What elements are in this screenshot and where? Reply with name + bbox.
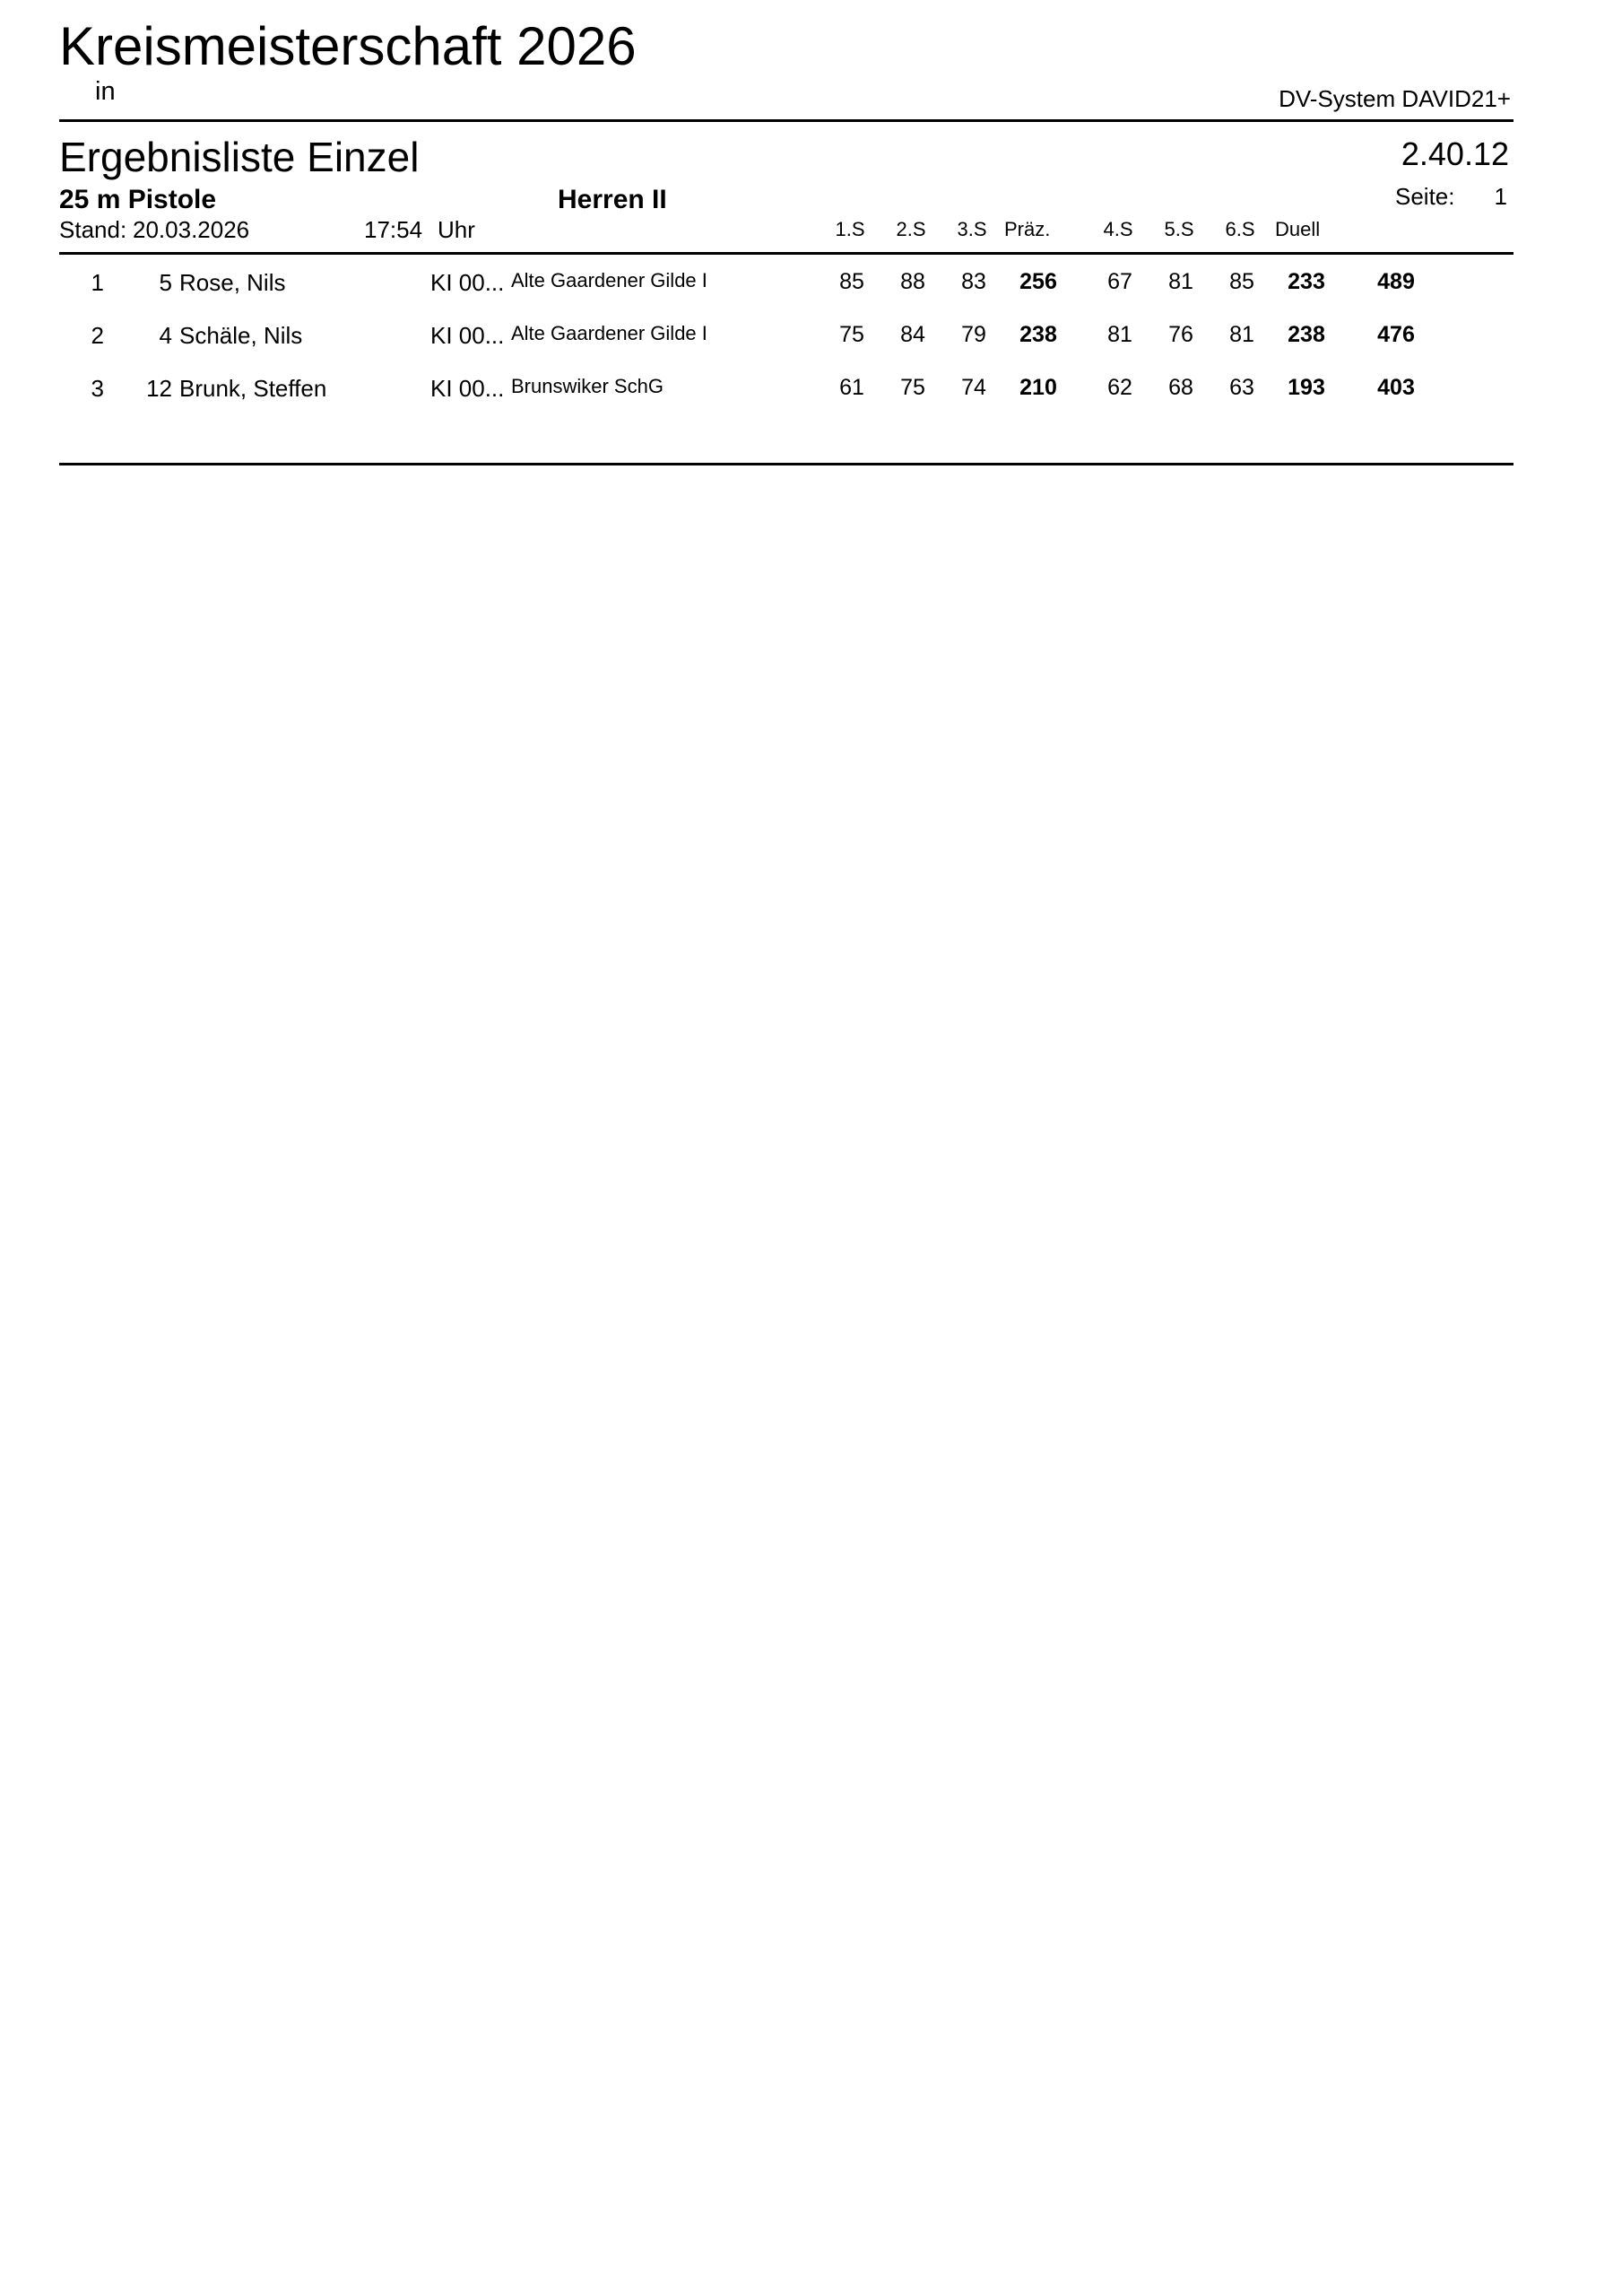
series-4: 62 [1107,375,1132,400]
series-3: 74 [961,375,986,400]
duel-total: 233 [1288,269,1325,294]
start-number: 4 [159,322,172,349]
rank: 2 [91,322,104,349]
series-3: 83 [961,269,986,294]
stand-date: 20.03.2026 [133,216,250,243]
series-3: 79 [961,322,986,347]
shooter-name: Schäle, Nils [179,322,303,349]
series-2: 84 [900,322,925,347]
rank: 1 [91,269,104,296]
club-code: KI 00... [430,269,505,296]
column-header-s1: 1.S [835,218,865,240]
page-number: 1 [1494,183,1507,210]
series-6: 85 [1229,269,1254,294]
series-5: 76 [1168,322,1193,347]
column-header-s4: 4.S [1103,218,1133,240]
series-5: 81 [1168,269,1193,294]
location-label: in [95,77,116,106]
system-label: DV-System DAVID21+ [1279,85,1511,112]
list-title: Ergebnisliste Einzel [59,134,420,180]
rank: 3 [91,375,104,402]
start-number: 5 [159,269,172,296]
version-label: 2.40.12 [1401,135,1509,172]
table-row [0,377,1622,413]
column-header-s3: 3.S [957,218,987,240]
table-row [0,324,1622,360]
column-header-s6: 6.S [1225,218,1255,240]
series-1: 75 [839,322,864,347]
start-number: 12 [146,375,172,402]
duel-total: 238 [1288,322,1325,347]
series-4: 81 [1107,322,1132,347]
series-1: 61 [839,375,864,400]
column-header-precision: Präz. [1004,218,1051,240]
series-6: 63 [1229,375,1254,400]
club-code: KI 00... [430,322,505,349]
table-top-divider [59,252,1514,255]
overall-total: 489 [1377,269,1415,294]
table-bottom-divider [59,463,1514,465]
shooter-name: Brunk, Steffen [179,375,327,402]
series-6: 81 [1229,322,1254,347]
series-1: 85 [839,269,864,294]
shooter-name: Rose, Nils [179,269,286,296]
precision-total: 256 [1019,269,1057,294]
overall-total: 403 [1377,375,1415,400]
time-unit: Uhr [438,216,475,243]
stand-label: Stand: [59,216,127,243]
series-4: 67 [1107,269,1132,294]
overall-total: 476 [1377,322,1415,347]
page-label: Seite: [1395,183,1455,210]
precision-total: 210 [1019,375,1057,400]
precision-total: 238 [1019,322,1057,347]
duel-total: 193 [1288,375,1325,400]
club-name: Alte Gaardener Gilde I [511,322,707,344]
series-2: 75 [900,375,925,400]
club-name: Alte Gaardener Gilde I [511,269,707,291]
class-label: Herren II [558,185,667,214]
page-title: Kreismeisterschaft 2026 [59,16,637,76]
header-divider [59,119,1514,122]
table-row [0,271,1622,307]
club-code: KI 00... [430,375,505,402]
series-2: 88 [900,269,925,294]
series-5: 68 [1168,375,1193,400]
stand-time: 17:54 [364,216,423,243]
column-header-s2: 2.S [896,218,926,240]
club-name: Brunswiker SchG [511,375,664,397]
column-header-s5: 5.S [1164,218,1194,240]
discipline-label: 25 m Pistole [59,185,217,214]
column-header-duel: Duell [1275,218,1321,240]
